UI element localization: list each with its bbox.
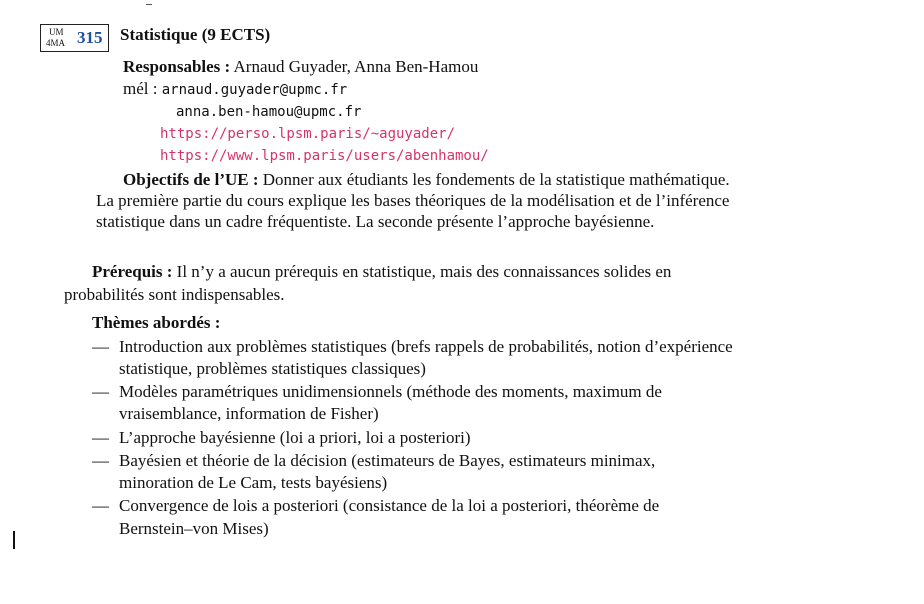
theme-item-1-line-1: Introduction aux problèmes statistiques (brefs rappels de probabilités, notion d’expérience [119, 337, 733, 356]
themes-label: Thèmes abordés : [92, 313, 221, 332]
responsables-names: Arnaud Guyader, Anna Ben-Hamou [233, 57, 479, 76]
code-um: UM [49, 27, 64, 37]
theme-item-2-line-1: Modèles paramétriques unidimensionnels (méthode des moments, maximum de [119, 382, 662, 401]
objectifs-line-1 [123, 169, 730, 191]
mel-label: mél : [123, 79, 158, 98]
objectifs-label: Objectifs de l’UE : [123, 170, 259, 189]
theme-item-2-line-2: vraisemblance, information de Fisher) [119, 404, 379, 423]
responsables-label: Responsables : [123, 57, 231, 76]
theme-dash-3: — [92, 428, 109, 447]
email-arnaud[interactable]: arnaud.guyader@upmc.fr [161, 82, 348, 98]
course-code-box [40, 24, 109, 52]
course-title: Statistique (9 ECTS) [120, 25, 271, 44]
objectifs-line-2: La première partie du cours explique les bases théoriques de la modélisation et de l’inférence [96, 191, 730, 210]
theme-item-5-line-1: Convergence de lois a posteriori (consistance de la loi a posteriori, théorème de [119, 496, 660, 515]
theme-item-4-line-1: Bayésien et théorie de la décision (estimateurs de Bayes, estimateurs minimax, [119, 451, 656, 470]
objectifs-text-1: Donner aux étudiants les fondements de la statistique mathématique. [262, 170, 730, 189]
objectifs-line-3: statistique dans un cadre fréquentiste. La seconde présente l’approche bayésienne. [96, 212, 655, 231]
url-line-2 [160, 144, 489, 167]
email-line-1 [123, 78, 347, 101]
theme-dash-4: — [92, 451, 109, 470]
page-top-mark [146, 4, 152, 5]
prerequis-line-1 [92, 261, 671, 283]
theme-item-3-line-1: L’approche bayésienne (loi a priori, loi a posteriori) [119, 428, 471, 447]
prerequis-text-1: Il n’y a aucun prérequis en statistique, mais des connaissances solides en [176, 262, 672, 281]
theme-dash-1: — [92, 337, 109, 356]
email-anna[interactable]: anna.ben-hamou@upmc.fr [176, 104, 362, 120]
url-abenhamou-link[interactable]: https://www.lpsm.paris/users/abenhamou/ [160, 148, 489, 164]
text-cursor [13, 531, 15, 549]
prerequis-label: Prérequis : [92, 262, 173, 281]
prerequis-line-2: probabilités sont indispensables. [64, 285, 285, 304]
theme-item-5-line-2: Bernstein–von Mises) [119, 519, 269, 538]
theme-item-1-line-2: statistique, problèmes statistiques classiques) [119, 359, 426, 378]
code-number: 315 [77, 28, 103, 47]
url-aguyader-link[interactable]: https://perso.lpsm.paris/~aguyader/ [160, 126, 456, 142]
url-line-1 [160, 122, 455, 145]
code-4ma: 4MA [46, 38, 66, 48]
email-line-2 [176, 100, 361, 123]
theme-dash-2: — [92, 382, 109, 401]
theme-item-4-line-2: minoration de Le Cam, tests bayésiens) [119, 473, 388, 492]
responsables-line [123, 56, 478, 78]
theme-dash-5: — [92, 496, 109, 515]
